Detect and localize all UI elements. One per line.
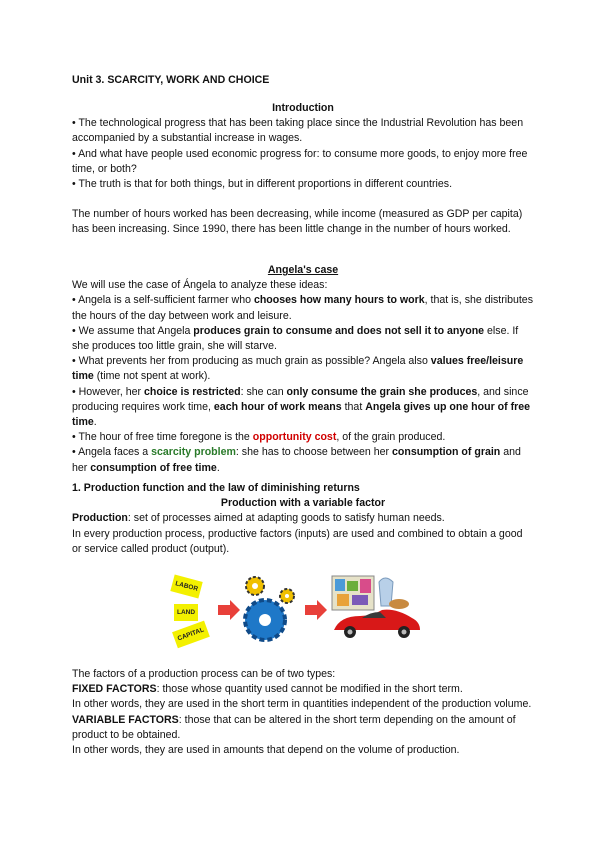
gear-icon [246,577,264,595]
car-icon [334,610,420,638]
gear-icon [280,589,294,603]
unit-title: Unit 3. SCARCITY, WORK AND CHOICE [72,74,270,86]
variable-factors-more: In other words, they are used in amounts that depend on the volume of production. [72,744,460,757]
arrow-icon [218,600,240,620]
fixed-factors-more: In other words, they are used in the short term in quantities independent of the production volume. [72,698,532,711]
intro-bullet: • And what have people used economic progress for: to consume more goods, to enjoy more free time, or both? [72,147,528,175]
intro-heading: Introduction [272,102,334,114]
angela-bullet-3: • What prevents her from producing as much grain as possible? Angela also values free/leisure time (time not spent at work). [72,355,524,383]
section-1-heading: 1. Production function and the law of diminishing returns [72,482,360,494]
gear-icon [245,600,285,640]
intro-bullet: • The technological progress that has been taking place since the Industrial Revolution has been accompanied by a substantial increase in wages. [72,117,524,145]
fixed-factors: FIXED FACTORS: those whose quantity used cannot be modified in the short term. [72,683,463,696]
angela-lead: We will use the case of Ángela to analyze these ideas: [72,279,328,292]
arrow-icon [305,600,327,620]
angela-bullet-6: • Angela faces a scarcity problem: she has to choose between her consumption of grain and her consumption of free time. [72,446,521,474]
production-definition: Production: set of processes aimed at adapting goods to satisfy human needs. [72,512,445,525]
labor-tag: LABOR [170,575,203,599]
figure-graphics [172,572,452,644]
angela-bullet-4: • However, her choice is restricted: she can only consume the grain she produces, and since producing requires work time, each hour of work means that Angela gives up one hour of free time. [72,385,531,429]
variable-factors: VARIABLE FACTORS: those that can be altered in the short term depending on the amount of product to be obtained. [72,713,516,741]
angela-heading: Angela's case [267,264,339,276]
products-icon [332,576,409,610]
land-tag: LAND [174,604,198,621]
factors-section [72,667,534,758]
angela-bullet-2: • We assume that Angela produces grain to consume and does not sell it to anyone else. If she produces too little grain, she will starve. [72,324,519,353]
intro-paragraph: The number of hours worked has been decreasing, while income (measured as GDP per capita) has been increasing. Since 1990, there has been little change in the number of hours worked. [72,208,523,236]
production-figure [172,572,452,644]
angela-section [72,263,534,476]
angela-bullet-1: • Angela is a self-sufficient farmer who chooses how many hours to work, that is, she distributes the hours of the day between work and leisure. [72,294,533,322]
angela-bullet-5: • The hour of free time foregone is the opportunity cost, of the grain produced. [72,431,446,444]
capital-tag: CAPITAL [172,621,210,649]
section-1 [72,481,534,557]
intro-section [72,101,534,238]
intro-bullet: • The truth is that for both things, but in different proportions in different countries. [72,178,453,191]
production-paragraph: In every production process, productive factors (inputs) are used and combined to obtain a good or service called product (output). [72,527,523,555]
factors-intro: The factors of a production process can be of two types: [72,668,336,680]
section-1-subheading: Production with a variable factor [220,497,386,510]
